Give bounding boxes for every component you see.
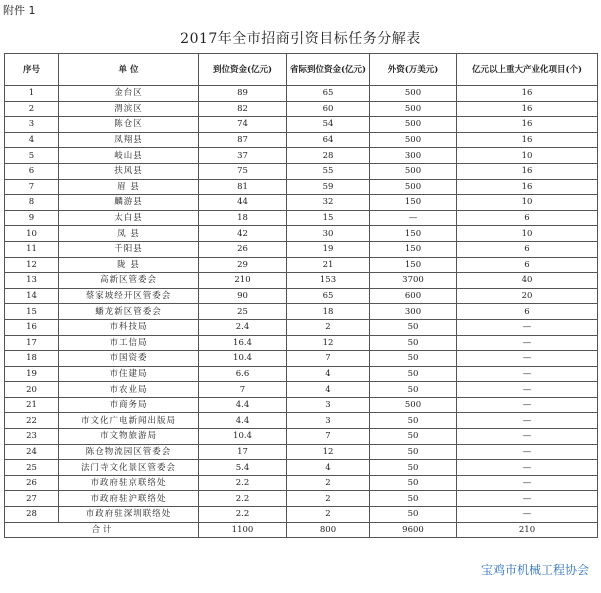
cell-projects: — (457, 397, 598, 413)
cell-seq: 26 (5, 475, 59, 491)
cell-capital: 16.4 (199, 335, 287, 351)
cell-capital: 6.6 (199, 366, 287, 382)
cell-foreign: 50 (370, 460, 457, 476)
cell-capital: 7 (199, 382, 287, 398)
cell-capital: 81 (199, 179, 287, 195)
table-row (5, 117, 598, 133)
table-row (5, 195, 598, 211)
col-header-unit: 单 位 (59, 54, 199, 86)
col-header-seq: 序号 (5, 54, 59, 86)
cell-seq: 23 (5, 429, 59, 445)
cell-seq: 25 (5, 460, 59, 476)
cell-provincial: 2 (287, 475, 370, 491)
cell-capital: 90 (199, 288, 287, 304)
cell-foreign: 150 (370, 226, 457, 242)
cell-unit: 眉 县 (59, 179, 199, 195)
table-row (5, 319, 598, 335)
cell-capital: 44 (199, 195, 287, 211)
cell-projects: 16 (457, 179, 598, 195)
cell-seq: 3 (5, 117, 59, 133)
cell-foreign: 50 (370, 444, 457, 460)
cell-seq: 24 (5, 444, 59, 460)
total-capital: 1100 (199, 522, 287, 538)
cell-unit: 岐山县 (59, 148, 199, 164)
table-row (5, 507, 598, 523)
total-foreign: 9600 (370, 522, 457, 538)
cell-provincial: 7 (287, 351, 370, 367)
cell-capital: 10.4 (199, 429, 287, 445)
cell-projects: — (457, 335, 598, 351)
cell-capital: 4.4 (199, 413, 287, 429)
cell-capital: 25 (199, 304, 287, 320)
cell-unit: 陇 县 (59, 257, 199, 273)
cell-unit: 市国资委 (59, 351, 199, 367)
cell-foreign: 500 (370, 163, 457, 179)
cell-capital: 89 (199, 86, 287, 102)
cell-provincial: 32 (287, 195, 370, 211)
cell-provincial: 153 (287, 273, 370, 289)
table-row (5, 148, 598, 164)
cell-seq: 19 (5, 366, 59, 382)
col-header-provincial: 省际到位资金(亿元) (287, 54, 370, 86)
cell-seq: 5 (5, 148, 59, 164)
allocation-table (4, 53, 598, 538)
table-row (5, 413, 598, 429)
cell-projects: 20 (457, 288, 598, 304)
cell-capital: 10.4 (199, 351, 287, 367)
cell-unit: 蔡家坡经开区管委会 (59, 288, 199, 304)
total-provincial: 800 (287, 522, 370, 538)
cell-foreign: 3700 (370, 273, 457, 289)
total-row (5, 522, 598, 538)
cell-unit: 凤 县 (59, 226, 199, 242)
table-row (5, 304, 598, 320)
cell-seq: 28 (5, 507, 59, 523)
cell-unit: 市工信局 (59, 335, 199, 351)
total-label: 合 计 (5, 522, 199, 538)
cell-unit: 市住建局 (59, 366, 199, 382)
cell-seq: 16 (5, 319, 59, 335)
cell-provincial: 2 (287, 319, 370, 335)
cell-provincial: 64 (287, 132, 370, 148)
cell-capital: 5.4 (199, 460, 287, 476)
cell-capital: 18 (199, 210, 287, 226)
table-row (5, 475, 598, 491)
cell-capital: 29 (199, 257, 287, 273)
table-row (5, 366, 598, 382)
cell-foreign: 150 (370, 195, 457, 211)
cell-capital: 42 (199, 226, 287, 242)
cell-unit: 渭滨区 (59, 101, 199, 117)
cell-foreign: 300 (370, 304, 457, 320)
attachment-label: 附件 1 (3, 4, 36, 17)
cell-foreign: 50 (370, 507, 457, 523)
cell-foreign: 50 (370, 319, 457, 335)
cell-foreign: 150 (370, 241, 457, 257)
table-row (5, 491, 598, 507)
cell-provincial: 28 (287, 148, 370, 164)
cell-provincial: 65 (287, 86, 370, 102)
cell-projects: 16 (457, 86, 598, 102)
cell-seq: 11 (5, 241, 59, 257)
cell-foreign: 50 (370, 475, 457, 491)
cell-projects: — (457, 366, 598, 382)
table-row (5, 444, 598, 460)
table-row (5, 429, 598, 445)
cell-foreign: 500 (370, 86, 457, 102)
table-row (5, 210, 598, 226)
cell-provincial: 30 (287, 226, 370, 242)
cell-foreign: 500 (370, 397, 457, 413)
cell-unit: 市文化广电新闻出版局 (59, 413, 199, 429)
cell-seq: 10 (5, 226, 59, 242)
cell-foreign: 50 (370, 351, 457, 367)
cell-capital: 2.2 (199, 491, 287, 507)
cell-unit: 陈仓区 (59, 117, 199, 133)
cell-seq: 27 (5, 491, 59, 507)
cell-capital: 87 (199, 132, 287, 148)
total-projects: 210 (457, 522, 598, 538)
cell-projects: — (457, 382, 598, 398)
table-row (5, 163, 598, 179)
cell-foreign: 500 (370, 117, 457, 133)
table-row (5, 288, 598, 304)
col-header-projects: 亿元以上重大产业化项目(个) (457, 54, 598, 86)
cell-capital: 75 (199, 163, 287, 179)
cell-capital: 2.2 (199, 475, 287, 491)
cell-projects: — (457, 507, 598, 523)
cell-provincial: 19 (287, 241, 370, 257)
cell-capital: 26 (199, 241, 287, 257)
cell-capital: 2.4 (199, 319, 287, 335)
cell-provincial: 2 (287, 507, 370, 523)
cell-projects: 10 (457, 195, 598, 211)
cell-foreign: 500 (370, 179, 457, 195)
cell-provincial: 12 (287, 444, 370, 460)
cell-projects: 16 (457, 132, 598, 148)
cell-projects: 6 (457, 241, 598, 257)
cell-unit: 金台区 (59, 86, 199, 102)
cell-unit: 千阳县 (59, 241, 199, 257)
watermark-text: 宝鸡市机械工程协会 (477, 560, 593, 579)
cell-provincial: 4 (287, 382, 370, 398)
cell-provincial: 59 (287, 179, 370, 195)
cell-provincial: 21 (287, 257, 370, 273)
cell-seq: 20 (5, 382, 59, 398)
col-header-foreign: 外资(万美元) (370, 54, 457, 86)
cell-seq: 15 (5, 304, 59, 320)
cell-provincial: 2 (287, 491, 370, 507)
cell-provincial: 12 (287, 335, 370, 351)
cell-projects: — (457, 351, 598, 367)
cell-provincial: 3 (287, 397, 370, 413)
cell-unit: 市政府驻京联络处 (59, 475, 199, 491)
cell-seq: 21 (5, 397, 59, 413)
cell-unit: 市文物旅游局 (59, 429, 199, 445)
cell-provincial: 7 (287, 429, 370, 445)
cell-foreign: 50 (370, 366, 457, 382)
cell-capital: 74 (199, 117, 287, 133)
cell-unit: 高新区管委会 (59, 273, 199, 289)
cell-unit: 市科技局 (59, 319, 199, 335)
cell-provincial: 4 (287, 366, 370, 382)
cell-provincial: 15 (287, 210, 370, 226)
cell-projects: — (457, 475, 598, 491)
cell-foreign: 300 (370, 148, 457, 164)
cell-seq: 13 (5, 273, 59, 289)
cell-seq: 2 (5, 101, 59, 117)
cell-projects: — (457, 460, 598, 476)
col-header-capital: 到位资金(亿元) (199, 54, 287, 86)
cell-projects: — (457, 491, 598, 507)
table-header-row (5, 54, 598, 86)
cell-foreign: 50 (370, 491, 457, 507)
table-row (5, 397, 598, 413)
cell-capital: 82 (199, 101, 287, 117)
cell-capital: 2.2 (199, 507, 287, 523)
table-row (5, 86, 598, 102)
cell-seq: 7 (5, 179, 59, 195)
cell-provincial: 54 (287, 117, 370, 133)
cell-projects: 16 (457, 117, 598, 133)
cell-unit: 市政府驻深圳联络处 (59, 507, 199, 523)
cell-unit: 市农业局 (59, 382, 199, 398)
cell-seq: 17 (5, 335, 59, 351)
cell-projects: 6 (457, 257, 598, 273)
cell-projects: — (457, 413, 598, 429)
cell-unit: 扶风县 (59, 163, 199, 179)
table-row (5, 351, 598, 367)
cell-foreign: — (370, 210, 457, 226)
cell-projects: 16 (457, 101, 598, 117)
cell-projects: — (457, 429, 598, 445)
cell-capital: 17 (199, 444, 287, 460)
document-title: 2017年全市招商引资目标任务分解表 (180, 31, 421, 47)
cell-provincial: 18 (287, 304, 370, 320)
table-row (5, 273, 598, 289)
cell-capital: 210 (199, 273, 287, 289)
cell-projects: — (457, 319, 598, 335)
cell-unit: 市商务局 (59, 397, 199, 413)
cell-provincial: 4 (287, 460, 370, 476)
cell-provincial: 55 (287, 163, 370, 179)
cell-provincial: 3 (287, 413, 370, 429)
table-row (5, 241, 598, 257)
cell-unit: 陈仓物流园区管委会 (59, 444, 199, 460)
table-row (5, 226, 598, 242)
cell-projects: — (457, 444, 598, 460)
cell-foreign: 600 (370, 288, 457, 304)
cell-provincial: 65 (287, 288, 370, 304)
table-row (5, 132, 598, 148)
cell-unit: 太白县 (59, 210, 199, 226)
cell-projects: 6 (457, 304, 598, 320)
cell-unit: 麟游县 (59, 195, 199, 211)
cell-provincial: 60 (287, 101, 370, 117)
cell-unit: 法门寺文化景区管委会 (59, 460, 199, 476)
cell-foreign: 500 (370, 132, 457, 148)
cell-unit: 凤翔县 (59, 132, 199, 148)
cell-projects: 16 (457, 163, 598, 179)
table-row (5, 257, 598, 273)
cell-capital: 4.4 (199, 397, 287, 413)
cell-seq: 6 (5, 163, 59, 179)
cell-projects: 10 (457, 148, 598, 164)
cell-seq: 8 (5, 195, 59, 211)
cell-unit: 市政府驻沪联络处 (59, 491, 199, 507)
cell-seq: 1 (5, 86, 59, 102)
table-row (5, 335, 598, 351)
cell-projects: 10 (457, 226, 598, 242)
cell-foreign: 150 (370, 257, 457, 273)
cell-foreign: 50 (370, 335, 457, 351)
table-row (5, 101, 598, 117)
cell-seq: 12 (5, 257, 59, 273)
cell-foreign: 50 (370, 413, 457, 429)
cell-seq: 9 (5, 210, 59, 226)
cell-projects: 6 (457, 210, 598, 226)
cell-seq: 4 (5, 132, 59, 148)
table-row (5, 382, 598, 398)
cell-seq: 22 (5, 413, 59, 429)
cell-foreign: 50 (370, 429, 457, 445)
table-row (5, 179, 598, 195)
cell-foreign: 50 (370, 382, 457, 398)
cell-foreign: 500 (370, 101, 457, 117)
cell-unit: 蟠龙新区管委会 (59, 304, 199, 320)
cell-projects: 40 (457, 273, 598, 289)
cell-seq: 18 (5, 351, 59, 367)
cell-seq: 14 (5, 288, 59, 304)
cell-capital: 37 (199, 148, 287, 164)
table-row (5, 460, 598, 476)
